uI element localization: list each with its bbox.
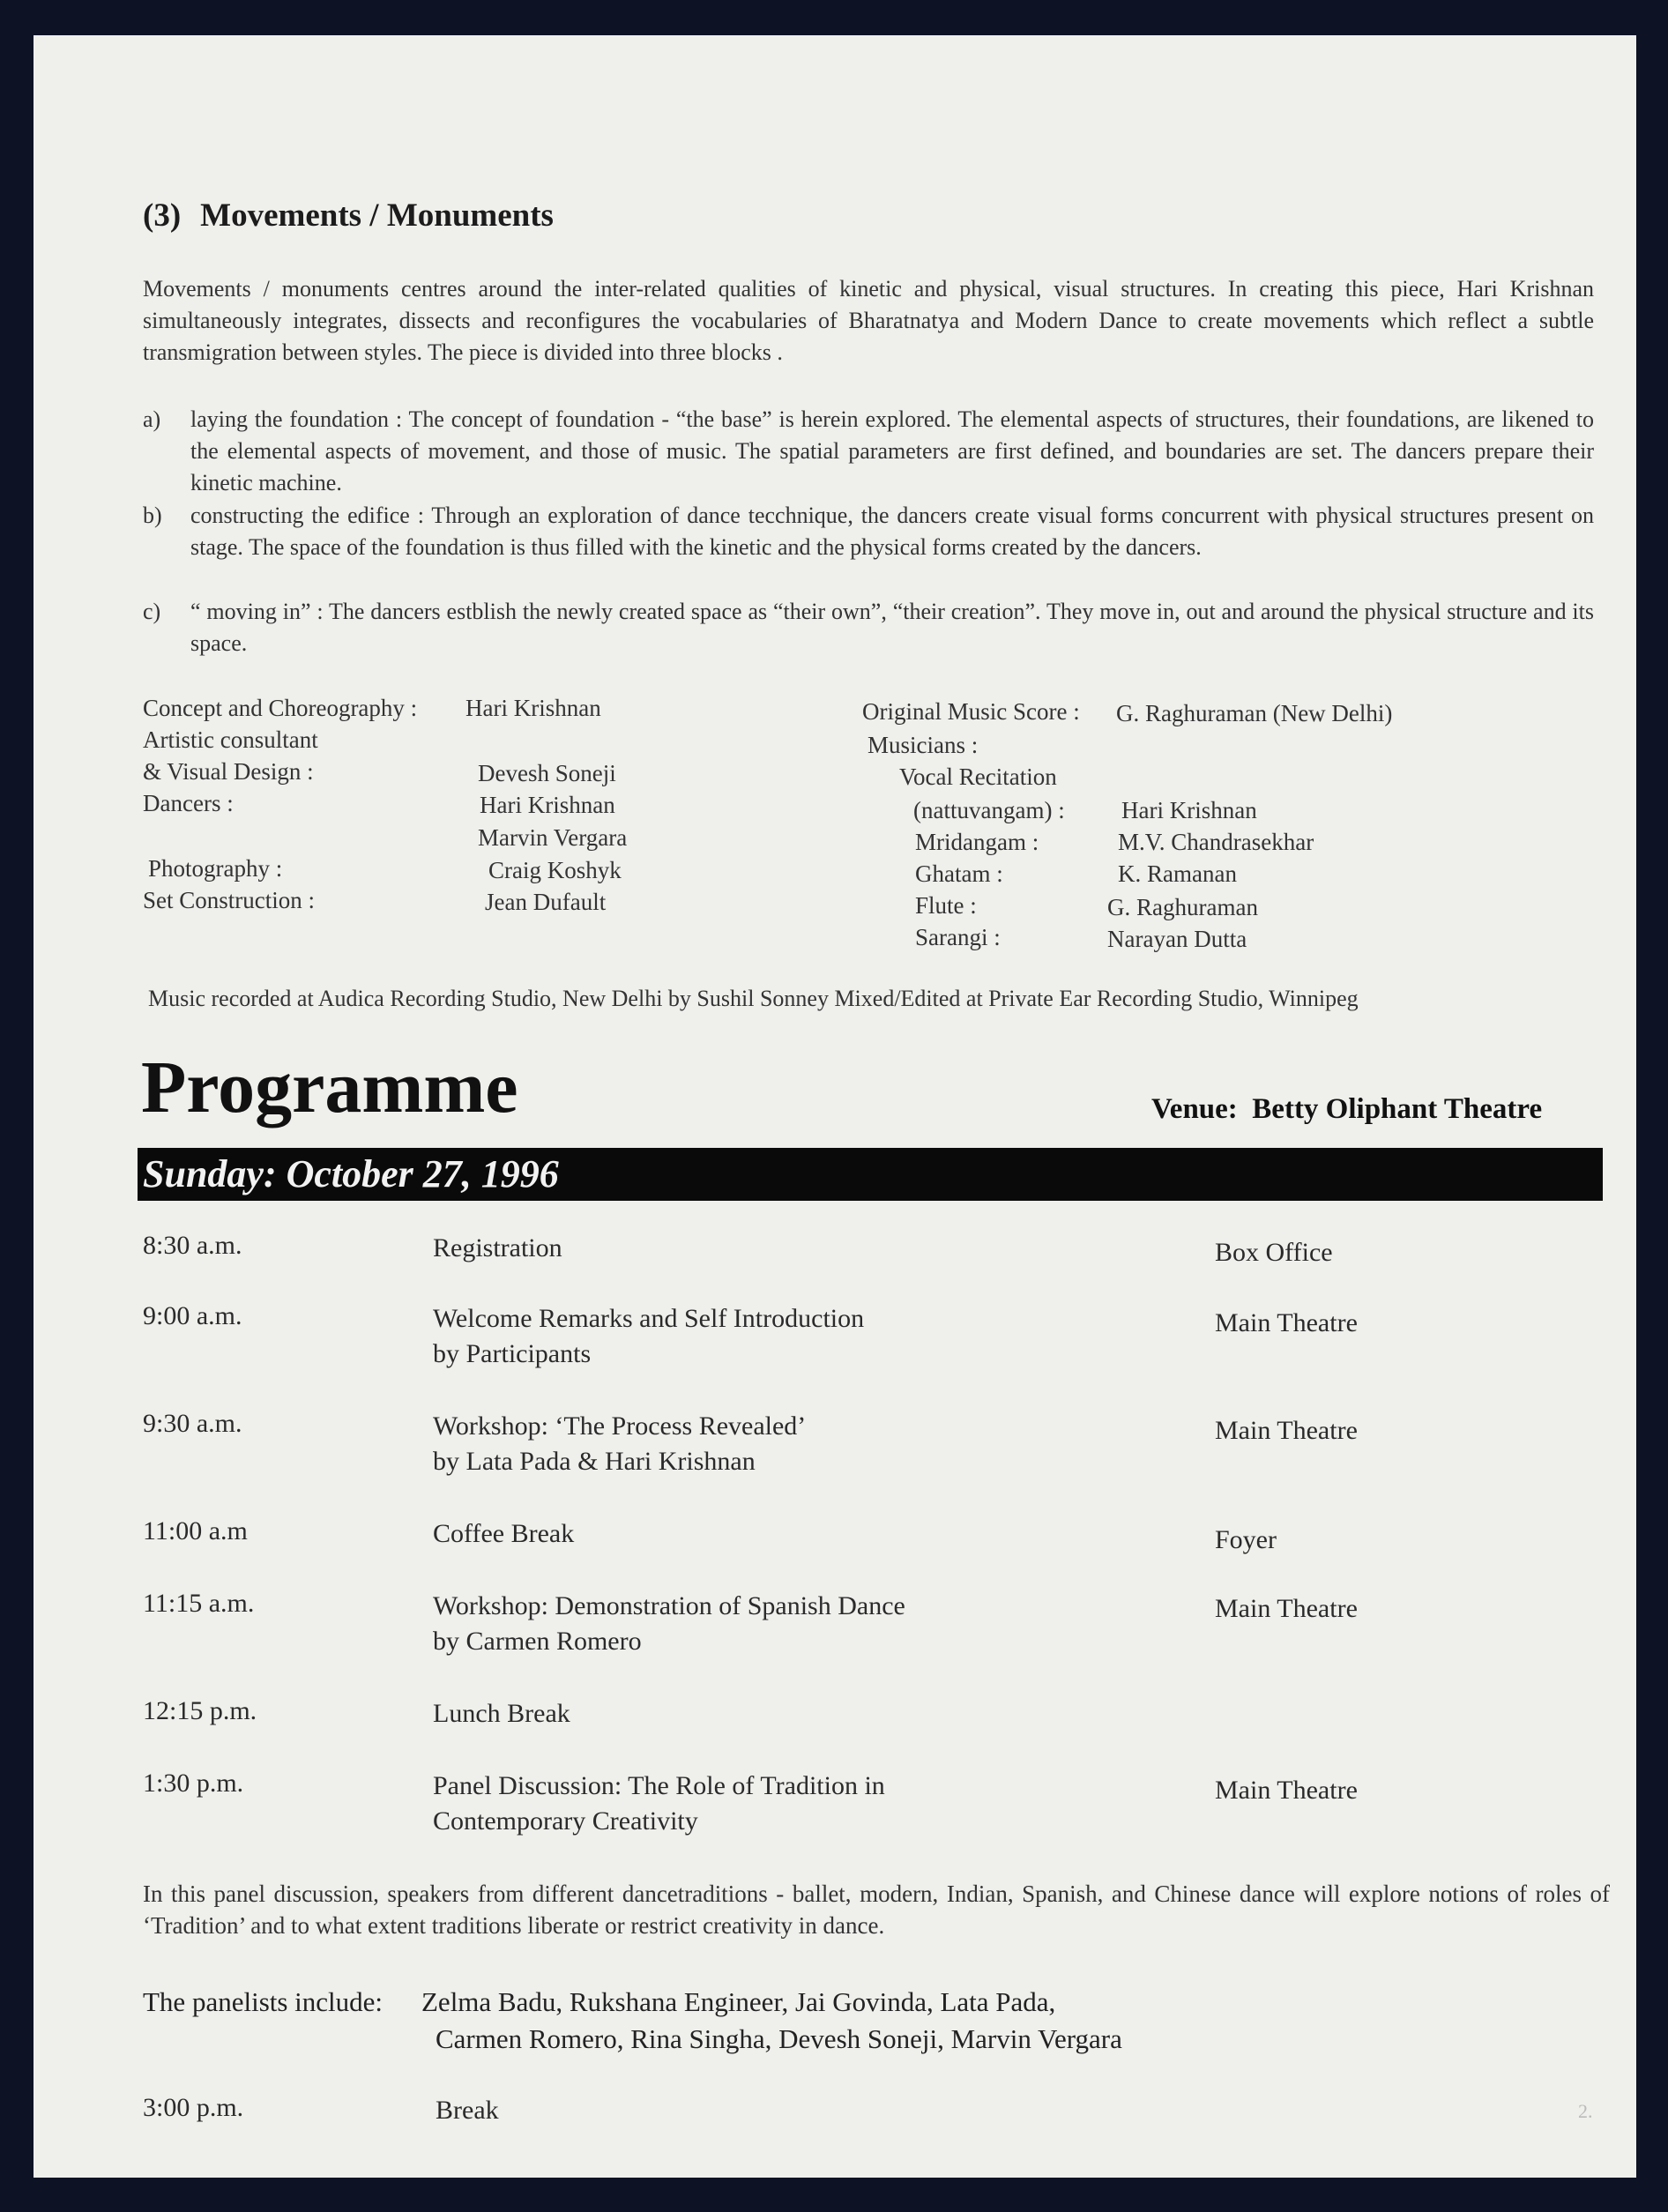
sarangi-label: Sarangi :	[915, 924, 1001, 950]
schedule-location: Box Office	[1215, 1238, 1333, 1267]
event-line-1: Workshop: ‘The Process Revealed’	[433, 1411, 807, 1441]
block-c-text: “ moving in” : The dancers estblish the newly created space as “their own”, “their creation”. They move in, out and around the physical structure and its space.	[190, 599, 1594, 656]
event-line-1: Lunch Break	[433, 1699, 570, 1728]
schedule-event	[433, 1409, 806, 1479]
artistic-label: Artistic consultant	[143, 726, 318, 753]
flute-label: Flute :	[915, 892, 977, 919]
schedule-time: 9:00 a.m.	[143, 1301, 242, 1330]
schedule-location: Main Theatre	[1215, 1776, 1358, 1805]
date-bar	[138, 1148, 1603, 1201]
score-value: G. Raghuraman (New Delhi)	[1116, 700, 1393, 726]
event-line-2: Contemporary Creativity	[433, 1806, 698, 1836]
ghatam-value: K. Ramanan	[1118, 860, 1237, 887]
vocal-label: Vocal Recitation	[899, 763, 1057, 790]
block-c	[143, 596, 1594, 659]
event-line-2: by Participants	[433, 1339, 592, 1368]
schedule-time: 11:00 a.m	[143, 1516, 248, 1545]
event-line-1: Coffee Break	[433, 1519, 575, 1548]
mridangam-value: M.V. Chandrasekhar	[1118, 829, 1314, 855]
event-line-1: Welcome Remarks and Self Introduction	[433, 1304, 865, 1333]
dancer-1: Hari Krishnan	[480, 792, 615, 818]
schedule-location: Main Theatre	[1215, 1416, 1358, 1445]
event-line-1: Panel Discussion: The Role of Tradition in	[433, 1771, 885, 1800]
schedule-event	[433, 1301, 864, 1372]
dancers-label: Dancers :	[143, 790, 234, 816]
schedule-time: 8:30 a.m.	[143, 1231, 242, 1260]
visual-value: Devesh Soneji	[478, 760, 616, 786]
programme-title: Programme	[141, 1046, 518, 1128]
set-value: Jean Dufault	[485, 889, 607, 915]
concept-label: Concept and Choreography :	[143, 695, 418, 721]
recording-credit: Music recorded at Audica Recording Studio, New Delhi by Sushil Sonney Mixed/Edited at Private Ear Recording Studio, Winnipeg	[148, 986, 1359, 1011]
concept-value: Hari Krishnan	[465, 695, 601, 721]
programme-date: Sunday: October 27, 1996	[143, 1152, 559, 1195]
flute-value: G. Raghuraman	[1107, 894, 1258, 920]
mridangam-label: Mridangam :	[915, 829, 1039, 855]
musicians-label: Musicians :	[868, 732, 979, 758]
sarangi-value: Narayan Dutta	[1107, 926, 1247, 952]
block-b	[143, 500, 1594, 563]
section-number: (3)	[143, 197, 182, 234]
panelists-line-2: Carmen Romero, Rina Singha, Devesh Soneji, Marvin Vergara	[436, 2023, 1122, 2054]
schedule-event	[433, 1769, 885, 1839]
event-line-1: Workshop: Demonstration of Spanish Dance	[433, 1591, 905, 1620]
photo-value: Craig Koshyk	[488, 857, 622, 883]
event-line-1: Registration	[433, 1233, 562, 1262]
block-b-text: constructing the edifice : Through an exploration of dance tecchnique, the dancers create visual forms concurrent with physical structures present on stage. The space of the foundation is thus filled with the kinetic and the physical forms created by the dancers.	[190, 503, 1594, 560]
visual-label: & Visual Design :	[143, 758, 314, 785]
schedule-event	[433, 1231, 562, 1266]
schedule-location: Main Theatre	[1215, 1308, 1358, 1337]
photo-label: Photography :	[148, 855, 283, 882]
schedule-time: 3:00 p.m.	[143, 2093, 244, 2122]
block-b-letter: b)	[143, 503, 162, 528]
set-label: Set Construction :	[143, 887, 315, 913]
schedule-time: 9:30 a.m.	[143, 1409, 242, 1438]
schedule-event	[433, 1696, 570, 1732]
schedule-event	[433, 1516, 574, 1552]
schedule-location: Foyer	[1215, 1525, 1277, 1554]
block-c-letter: c)	[143, 599, 161, 624]
schedule-time: 1:30 p.m.	[143, 1769, 244, 1798]
schedule-time: 11:15 a.m.	[143, 1589, 255, 1618]
nattuvangam-value: Hari Krishnan	[1121, 797, 1257, 823]
page-mark: 2.	[1578, 2100, 1593, 2122]
schedule-event	[436, 2093, 499, 2128]
panelists-label: The panelists include:	[143, 1986, 383, 2017]
event-line-1: Break	[436, 2096, 499, 2125]
dancer-2: Marvin Vergara	[478, 824, 628, 851]
block-a-letter: a)	[143, 406, 161, 432]
venue	[1151, 1093, 1542, 1126]
panel-note: In this panel discussion, speakers from different dancetraditions - ballet, modern, Indian, Spanish, and Chinese dance will explore notions of roles of ‘Tradition’ and to what extent traditions liberate or restrict creativity in dance.	[143, 1881, 1610, 1939]
venue-value: Betty Oliphant Theatre	[1252, 1093, 1543, 1125]
block-a-text: laying the foundation : The concept of foundation - “the base” is herein explored. The elemental aspects of structures, their foundations, are likened to the elemental aspects of movement, and those of music. The spatial parameters are first defined, and boundaries are set. The dancers prepare their kinetic machine.	[190, 406, 1594, 495]
schedule-location: Main Theatre	[1215, 1594, 1358, 1623]
schedule-time: 12:15 p.m.	[143, 1696, 257, 1725]
nattuvangam-label: (nattuvangam) :	[913, 797, 1065, 823]
section-heading	[143, 197, 554, 235]
event-line-2: by Lata Pada & Hari Krishnan	[433, 1447, 756, 1476]
section-intro: Movements / monuments centres around the inter-related qualities of kinetic and physical, visual structures. In creating this piece, Hari Krishnan simultaneously integrates, dissects and reconfigures the vocabularies of Bharatnatya and Modern Dance to create movements which reflect a subtle transmigration between styles. The piece is divided into three blocks .	[143, 276, 1594, 365]
block-a	[143, 404, 1594, 499]
score-label: Original Music Score :	[862, 698, 1080, 725]
panelists-line-1: Zelma Badu, Rukshana Engineer, Jai Govinda, Lata Pada,	[421, 1986, 1056, 2017]
schedule-event	[433, 1589, 905, 1659]
section-title: Movements / Monuments	[200, 197, 554, 234]
programme-page	[34, 35, 1636, 2178]
ghatam-label: Ghatam :	[915, 860, 1003, 887]
venue-label: Venue:	[1151, 1093, 1238, 1125]
event-line-2: by Carmen Romero	[433, 1627, 642, 1656]
